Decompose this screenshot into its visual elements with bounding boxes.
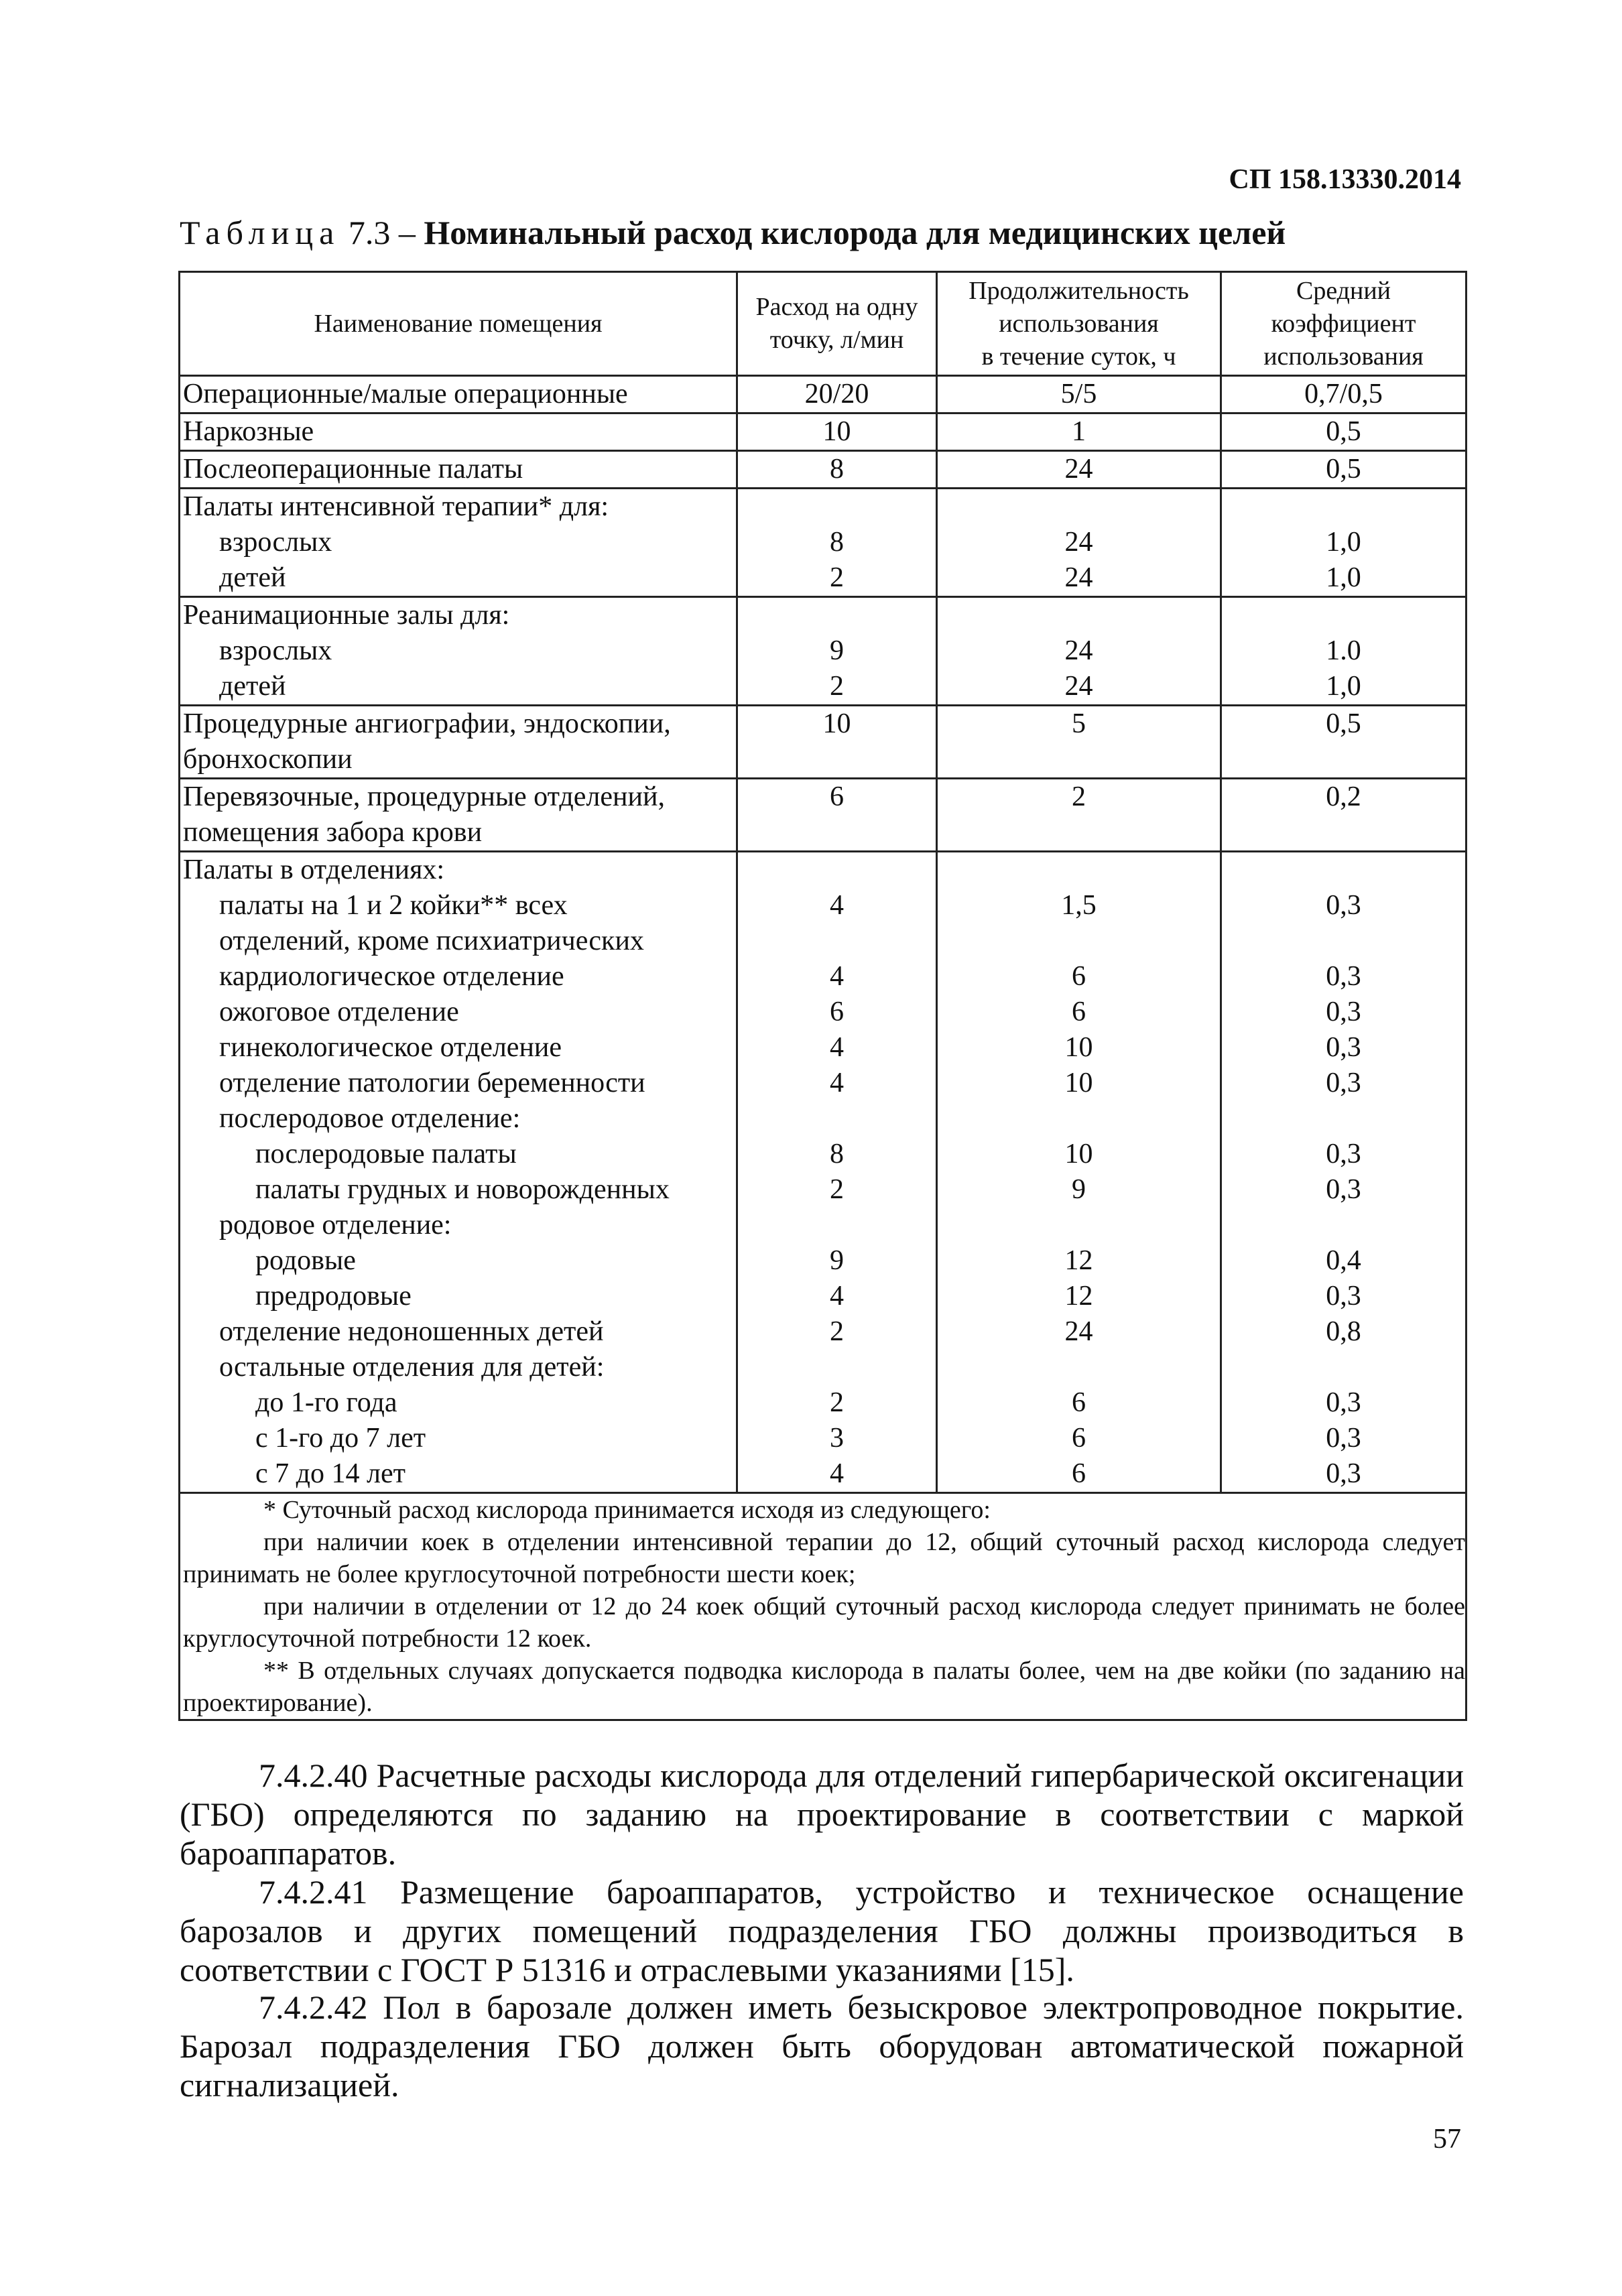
cell-value: 1,0 — [1326, 527, 1361, 558]
room-name: отделение недоношенных детей — [219, 1316, 604, 1347]
room-name: бронхоскопии — [183, 744, 353, 775]
cell-value — [738, 1350, 936, 1385]
cell-value: 0,3 — [1326, 1281, 1361, 1312]
table-row — [180, 376, 1467, 413]
value-cell — [937, 779, 1221, 852]
column-header — [937, 272, 1221, 376]
table-row — [180, 451, 1467, 489]
cell-value: 0,5 — [1326, 708, 1361, 739]
room-name: помещения забора крови — [183, 817, 483, 848]
room-name-cell — [180, 376, 737, 413]
clause-text: Пол в барозале должен иметь безыскровое электропроводное покрытие. Барозал подразделения ГБО должен быть оборудован автоматической пожарной сигнализацией. — [180, 1988, 1464, 2104]
room-name: взрослых — [219, 527, 332, 558]
cell-value: 4 — [830, 1032, 844, 1063]
room-name: отделений, кроме психиатрических — [219, 926, 644, 956]
value-cell — [737, 852, 937, 1493]
value-cell — [937, 376, 1221, 413]
room-name: предродовые — [255, 1281, 412, 1312]
value-cell — [1221, 376, 1467, 413]
value-cell — [1221, 489, 1467, 597]
cell-value: 10 — [1064, 1032, 1093, 1063]
cell-value: 10 — [1064, 1139, 1093, 1169]
cell-value: 9 — [830, 635, 844, 666]
table-row — [180, 779, 1467, 852]
value-cell — [937, 451, 1221, 489]
room-name: Процедурные ангиографии, эндоскопии, — [183, 708, 671, 739]
clause-paragraph — [180, 1756, 1464, 1872]
column-header-line: точку, л/мин — [769, 326, 904, 354]
cell-value: 24 — [1064, 454, 1093, 485]
column-header-line: использования — [999, 309, 1159, 338]
room-name: с 7 до 14 лет — [255, 1458, 406, 1489]
table-header-row — [180, 272, 1467, 376]
room-name: кардиологическое отделение — [219, 961, 564, 992]
oxygen-consumption-table — [178, 271, 1467, 1721]
cell-value: 24 — [1064, 635, 1093, 666]
cell-value: 10 — [822, 416, 851, 447]
cell-value — [938, 923, 1220, 959]
cell-value: 0,4 — [1326, 1245, 1361, 1276]
value-cell — [937, 597, 1221, 706]
table-row — [180, 706, 1467, 779]
room-name: родовые — [255, 1245, 356, 1276]
cell-value: 1.0 — [1326, 635, 1361, 666]
cell-value: 0,3 — [1326, 1032, 1361, 1063]
cell-value: 8 — [830, 454, 844, 485]
table-row — [180, 489, 1467, 597]
cell-value — [1222, 598, 1465, 633]
cell-value: 8 — [830, 1139, 844, 1169]
document-code: СП 158.13330.2014 — [1229, 164, 1461, 195]
value-cell — [1221, 597, 1467, 706]
value-cell — [737, 779, 937, 852]
table-row — [180, 852, 1467, 1493]
cell-value: 10 — [822, 708, 851, 739]
cell-value: 1,0 — [1326, 562, 1361, 593]
cell-value — [938, 598, 1220, 633]
cell-value — [738, 598, 936, 633]
column-header — [737, 272, 937, 376]
cell-value — [1222, 489, 1465, 525]
cell-value: 12 — [1064, 1281, 1093, 1312]
room-name-cell — [180, 852, 737, 1493]
cell-value: 24 — [1064, 1316, 1093, 1347]
cell-value — [738, 742, 936, 777]
clause-text: Расчетные расходы кислорода для отделений гипербарической оксигенации (ГБО) определяются по заданию на проектирование в соответствии с маркой бароаппаратов. — [180, 1757, 1464, 1872]
table-note: ** В отдельных случаях допускается подводка кислорода в палаты более, чем на две койки (по заданию на проектирование). — [183, 1657, 1465, 1717]
room-name: с 1-го до 7 лет — [255, 1423, 426, 1454]
room-name-cell — [180, 779, 737, 852]
clause-number: 7.4.2.41 — [259, 1873, 368, 1911]
cell-value — [738, 852, 936, 888]
cell-value — [1222, 1208, 1465, 1243]
room-name: Палаты в отделениях: — [183, 854, 445, 885]
room-name: родовое отделение: — [219, 1210, 452, 1240]
cell-value: 2 — [830, 1316, 844, 1347]
cell-value: 4 — [830, 1068, 844, 1098]
table-note: при наличии в отделении от 12 до 24 коек общий суточный расход кислорода следует принимать не более круглосуточной потребности 12 коек. — [183, 1592, 1465, 1653]
room-name-cell — [180, 706, 737, 779]
table-title — [180, 213, 1286, 252]
cell-value: 4 — [830, 961, 844, 992]
cell-value: 4 — [830, 1281, 844, 1312]
cell-value — [738, 1208, 936, 1243]
cell-value: 0,3 — [1326, 997, 1361, 1027]
cell-value: 2 — [1072, 781, 1086, 812]
column-header-line: Наименование помещения — [314, 309, 603, 338]
cell-value: 24 — [1064, 671, 1093, 702]
table-notes — [180, 1493, 1467, 1720]
room-name-cell — [180, 413, 737, 451]
room-name-cell — [180, 489, 737, 597]
table-row — [180, 597, 1467, 706]
column-header-line: Расход на одну — [755, 293, 918, 321]
room-name: детей — [219, 562, 286, 593]
cell-value: 10 — [1064, 1068, 1093, 1098]
cell-value: 0,3 — [1326, 1423, 1361, 1454]
value-cell — [1221, 706, 1467, 779]
cell-value: 0,2 — [1326, 781, 1361, 812]
room-name: гинекологическое отделение — [219, 1032, 562, 1063]
cell-value: 6 — [830, 997, 844, 1027]
cell-value: 2 — [830, 562, 844, 593]
cell-value: 6 — [1072, 1458, 1086, 1489]
cell-value: 0,3 — [1326, 890, 1361, 921]
room-name: остальные отделения для детей: — [219, 1352, 605, 1383]
value-cell — [1221, 779, 1467, 852]
room-name: отделение патологии беременности — [219, 1068, 645, 1098]
cell-value: 9 — [1072, 1174, 1086, 1205]
cell-value: 2 — [830, 671, 844, 702]
cell-value: 0,5 — [1326, 454, 1361, 485]
value-cell — [737, 489, 937, 597]
clause-paragraph — [180, 1988, 1464, 2104]
clause-paragraph — [180, 1872, 1464, 1989]
room-name: Реанимационные залы для: — [183, 600, 510, 631]
cell-value: 3 — [830, 1423, 844, 1454]
cell-value: 0,3 — [1326, 1387, 1361, 1418]
cell-value: 8 — [830, 527, 844, 558]
value-cell — [737, 597, 937, 706]
clause-number: 7.4.2.42 — [259, 1988, 368, 2026]
column-header-line: коэффициент — [1271, 309, 1416, 338]
value-cell — [1221, 451, 1467, 489]
cell-value — [1222, 742, 1465, 777]
cell-value: 4 — [830, 1458, 844, 1489]
room-name: до 1-го года — [255, 1387, 397, 1418]
value-cell — [737, 376, 937, 413]
column-header-line: Средний — [1296, 276, 1391, 305]
cell-value: 0,5 — [1326, 416, 1361, 447]
column-header — [1221, 272, 1467, 376]
table-row — [180, 413, 1467, 451]
room-name: палаты на 1 и 2 койки** всех — [219, 890, 568, 921]
cell-value: 24 — [1064, 527, 1093, 558]
table-note: при наличии коек в отделении интенсивной терапии до 12, общий суточный расход кислорода следует принимать не более круглосуточной потребности шести коек; — [183, 1528, 1465, 1588]
value-cell — [1221, 413, 1467, 451]
room-name-cell — [180, 451, 737, 489]
cell-value: 2 — [830, 1387, 844, 1418]
cell-value — [938, 489, 1220, 525]
cell-value: 6 — [1072, 961, 1086, 992]
cell-value: 9 — [830, 1245, 844, 1276]
room-name: Послеоперационные палаты — [183, 454, 523, 485]
cell-value — [1222, 815, 1465, 850]
value-cell — [937, 706, 1221, 779]
column-header — [180, 272, 737, 376]
room-name: послеродовое отделение: — [219, 1103, 521, 1134]
room-name: палаты грудных и новорожденных — [255, 1174, 670, 1205]
cell-value: 5/5 — [1060, 379, 1097, 409]
cell-value: 0,3 — [1326, 1139, 1361, 1169]
cell-value — [1222, 852, 1465, 888]
column-header-line: использования — [1263, 342, 1424, 371]
value-cell — [737, 451, 937, 489]
cell-value — [938, 1101, 1220, 1137]
room-name: послеродовые палаты — [255, 1139, 517, 1169]
room-name: Перевязочные, процедурные отделений, — [183, 781, 665, 812]
room-name: Наркозные — [183, 416, 314, 447]
cell-value: 1 — [1072, 416, 1086, 447]
cell-value: 6 — [830, 781, 844, 812]
cell-value: 1,5 — [1061, 890, 1097, 921]
table-title-text: Номинальный расход кислорода для медицинских целей — [424, 214, 1286, 251]
value-cell — [937, 489, 1221, 597]
cell-value — [1222, 1350, 1465, 1385]
cell-value: 20/20 — [804, 379, 869, 409]
cell-value: 5 — [1072, 708, 1086, 739]
cell-value: 0,3 — [1326, 961, 1361, 992]
room-name: детей — [219, 671, 286, 702]
cell-value: 6 — [1072, 1387, 1086, 1418]
value-cell — [937, 413, 1221, 451]
cell-value: 0,3 — [1326, 1068, 1361, 1098]
room-name: взрослых — [219, 635, 332, 666]
cell-value: 6 — [1072, 997, 1086, 1027]
column-header-line: в течение суток, ч — [981, 342, 1176, 371]
cell-value: 0,3 — [1326, 1174, 1361, 1205]
cell-value — [938, 1208, 1220, 1243]
table-title-number: 7.3 – — [340, 214, 424, 251]
clause-text: Размещение бароаппаратов, устройство и техническое оснащение барозалов и других помещений подразделения ГБО должны производиться в соответствии с ГОСТ Р 51316 и отраслевыми указаниями [15]. — [180, 1873, 1464, 1988]
table-title-lead: Таблица — [180, 214, 340, 251]
room-name: Палаты интенсивной терапии* для: — [183, 491, 609, 522]
cell-value: 12 — [1064, 1245, 1093, 1276]
cell-value: 0,7/0,5 — [1304, 379, 1383, 409]
cell-value — [738, 923, 936, 959]
value-cell — [737, 706, 937, 779]
cell-value — [738, 815, 936, 850]
cell-value: 0,8 — [1326, 1316, 1361, 1347]
table-note: * Суточный расход кислорода принимается исходя из следующего: — [263, 1496, 991, 1524]
cell-value — [1222, 1101, 1465, 1137]
cell-value: 24 — [1064, 562, 1093, 593]
cell-value — [1222, 923, 1465, 959]
cell-value — [938, 742, 1220, 777]
cell-value: 0,3 — [1326, 1458, 1361, 1489]
cell-value — [938, 852, 1220, 888]
value-cell — [737, 413, 937, 451]
cell-value: 4 — [830, 890, 844, 921]
cell-value — [738, 1101, 936, 1137]
value-cell — [1221, 852, 1467, 1493]
page-number: 57 — [1433, 2124, 1461, 2155]
room-name-cell — [180, 597, 737, 706]
cell-value: 6 — [1072, 1423, 1086, 1454]
cell-value: 1,0 — [1326, 671, 1361, 702]
column-header-line: Продолжительность — [969, 276, 1189, 305]
table-notes-row — [180, 1493, 1467, 1720]
room-name: ожоговое отделение — [219, 997, 459, 1027]
cell-value — [938, 1350, 1220, 1385]
room-name: Операционные/малые операционные — [183, 379, 628, 409]
cell-value — [738, 489, 936, 525]
clause-number: 7.4.2.40 — [259, 1757, 368, 1794]
cell-value: 2 — [830, 1174, 844, 1205]
cell-value — [938, 815, 1220, 850]
value-cell — [937, 852, 1221, 1493]
